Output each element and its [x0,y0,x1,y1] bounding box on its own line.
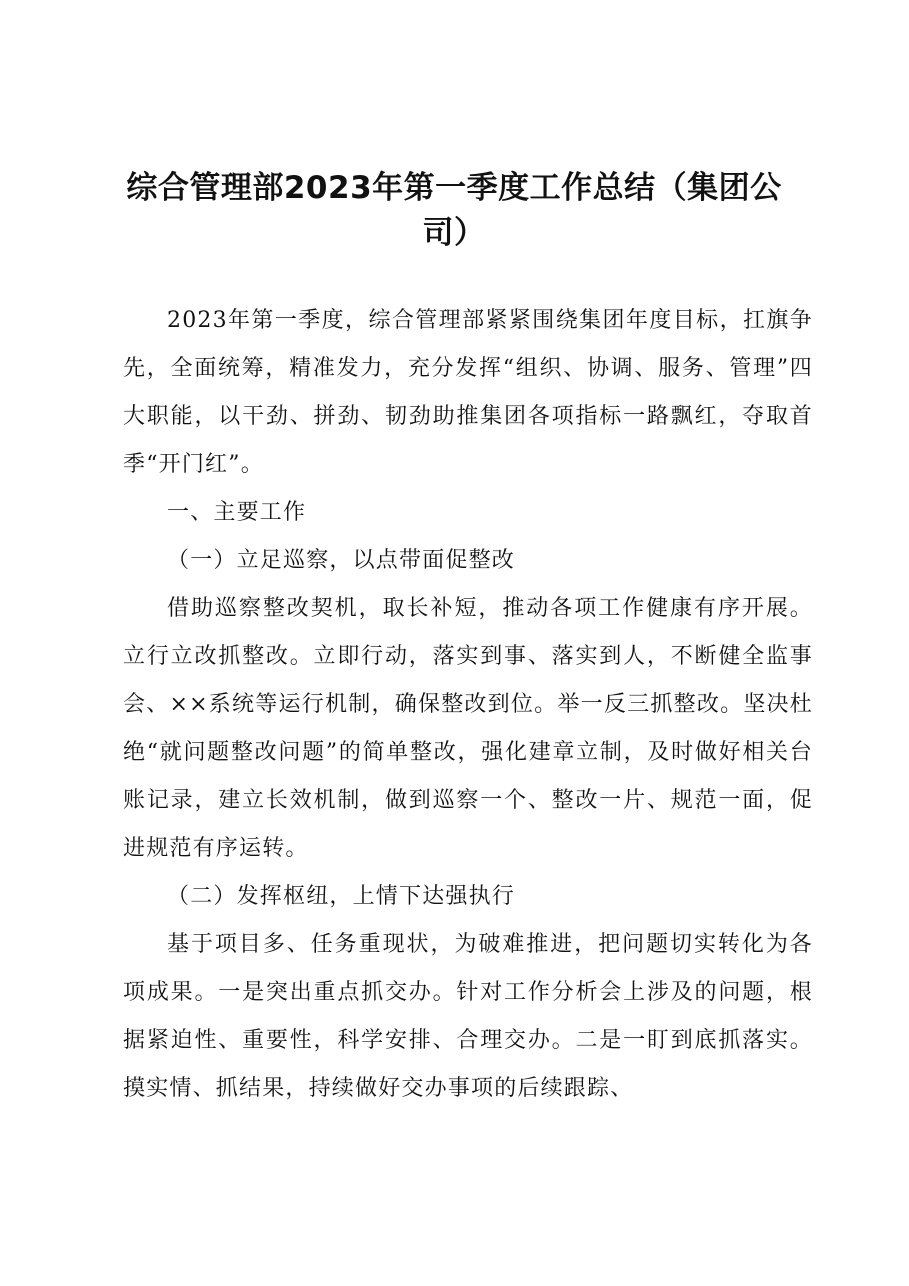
subsection-heading-1: （一）立足巡察，以点带面促整改 [167,548,516,573]
document-body [123,297,813,1113]
document-title: 综合管理部2023年第一季度工作总结（集团公司） [126,170,782,251]
intro-paragraph: 2023年第一季度，综合管理部紧紧围绕集团年度目标，扛旗争先，全面统筹，精准发力，充分发挥“组织、协调、服务、管理”四大职能，以干劲、拼劲、韧劲助推集团各项指标一路飘红，夺取首季“开门红”。 [123,308,813,477]
subsection-heading-2: （二）发挥枢纽，上情下达强执行 [167,884,516,909]
body-paragraph-1: 借助巡察整改契机，取长补短，推动各项工作健康有序开展。立行立改抓整改。立即行动，落实到事、落实到人，不断健全监事会、××系统等运行机制，确保整改到位。举一反三抓整改。坚决杜绝“就问题整改问题”的简单整改，强化建章立制，及时做好相关台账记录，建立长效机制，做到巡察一个、整改一片、规范一面，促进规范有序运转。 [123,596,813,861]
section-heading-main-work: 一、主要工作 [167,500,307,525]
body-paragraph-2: 基于项目多、任务重现状，为破难推进，把问题切实转化为各项成果。一是突出重点抓交办。针对工作分析会上涉及的问题，根据紧迫性、重要性，科学安排、合理交办。二是一盯到底抓落实。摸实情、抓结果，持续做好交办事项的后续跟踪、 [123,932,813,1101]
